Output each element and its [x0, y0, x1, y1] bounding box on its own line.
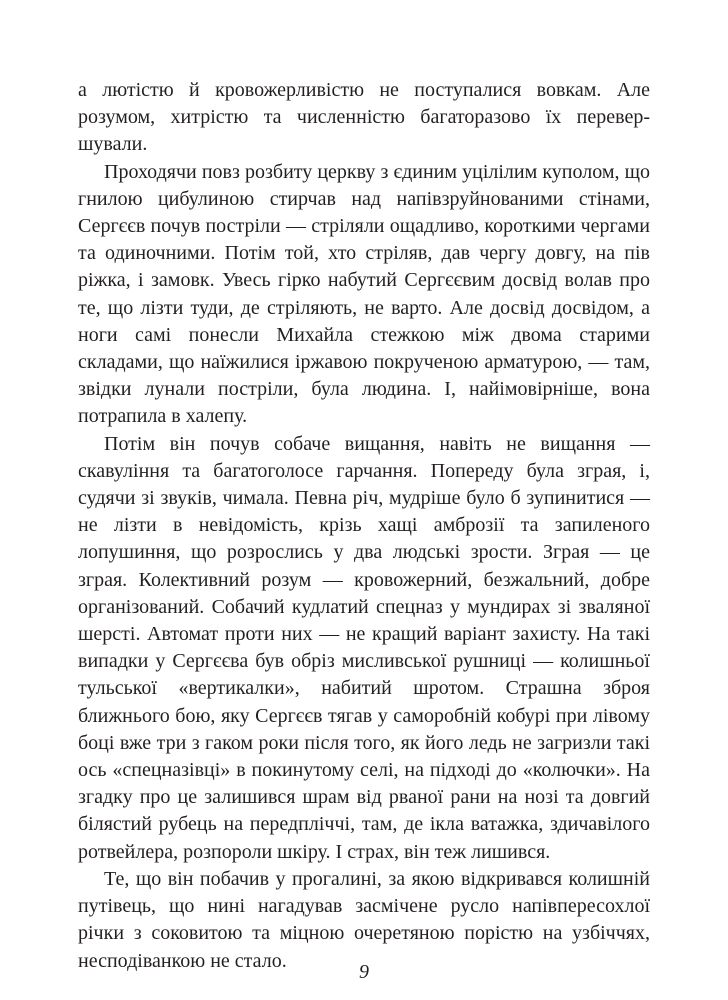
- paragraph-clearing: Те, що він побачив у прогалині, за якою відкривався колишній путівець, що нині нагадував засмічене русло напівпересохлої річки з соковитою та міцною очеретяною порістю на узбіччях, несподіванкою не стало.: [78, 867, 650, 972]
- paragraph-pack: Потім він почув собаче вищання, навіть не вищання — скавуління та багатоголосе гарчання. Попереду була зграя, і, судячи зі звуків, чимала. Певна річ, мудріше було б зупинитися — не лізти в невідомість, крізь хащі амброзії та запиленого лопушиння, що розрослись у два людські зрости. Зграя — це зграя. Колективний розум — кровожерний, безжальний, добре організований. Собачий кудлатий спецназ у мундирах зі зваляної шерсті. Автомат проти них — не кращий варіант захисту. На такі випадки у Сергєєва був обріз мисливської рушниці — колишньої тульської «вертикалки», набитий шротом. Страшна зброя ближнього бою, яку Сергєєв тягав у саморобній кобурі при лівому боці вже три з гаком роки після того, як його ледь не загризли такі ось «спецназівці» в покинутому селі, на підході до «колючки». На згадку про це залишився шрам від рваної рани на нозі та довгий білястий рубець на передпліччі, там, де ікла ватажка, здичавілого ротвейлера, розпороли шкіру. І страх, він теж лишився.: [78, 432, 650, 863]
- book-page-body: [78, 77, 650, 975]
- paragraph-continued: а лютістю й кровожерливістю не поступалися вовкам. Але розумом, хитрістю та численністю багаторазово їх перевершували.: [78, 79, 650, 156]
- page-number: 9: [359, 961, 369, 983]
- paragraph-church: Проходячи повз розбиту церкву з єдиним уцілілим куполом, що гнилою цибулиною стирчав над напівзруйнованими стінами, Сергєєв почув постріли — стріляли ощадливо, короткими чергами та одиночними. Потім той, хто стріляв, дав чергу довгу, на пів ріжка, і замовк. Увесь гірко набутий Сергєєвим досвід волав про те, що лізти туди, де стріляють, не варто. Але досвід досвідом, а ноги самі понесли Михайла стежкою між двома старими складами, що наїжилися іржавою покрученою арматурою, — там, звідки лунали постріли, була людина. І, найімовірніше, вона потрапила в халепу.: [78, 160, 650, 428]
